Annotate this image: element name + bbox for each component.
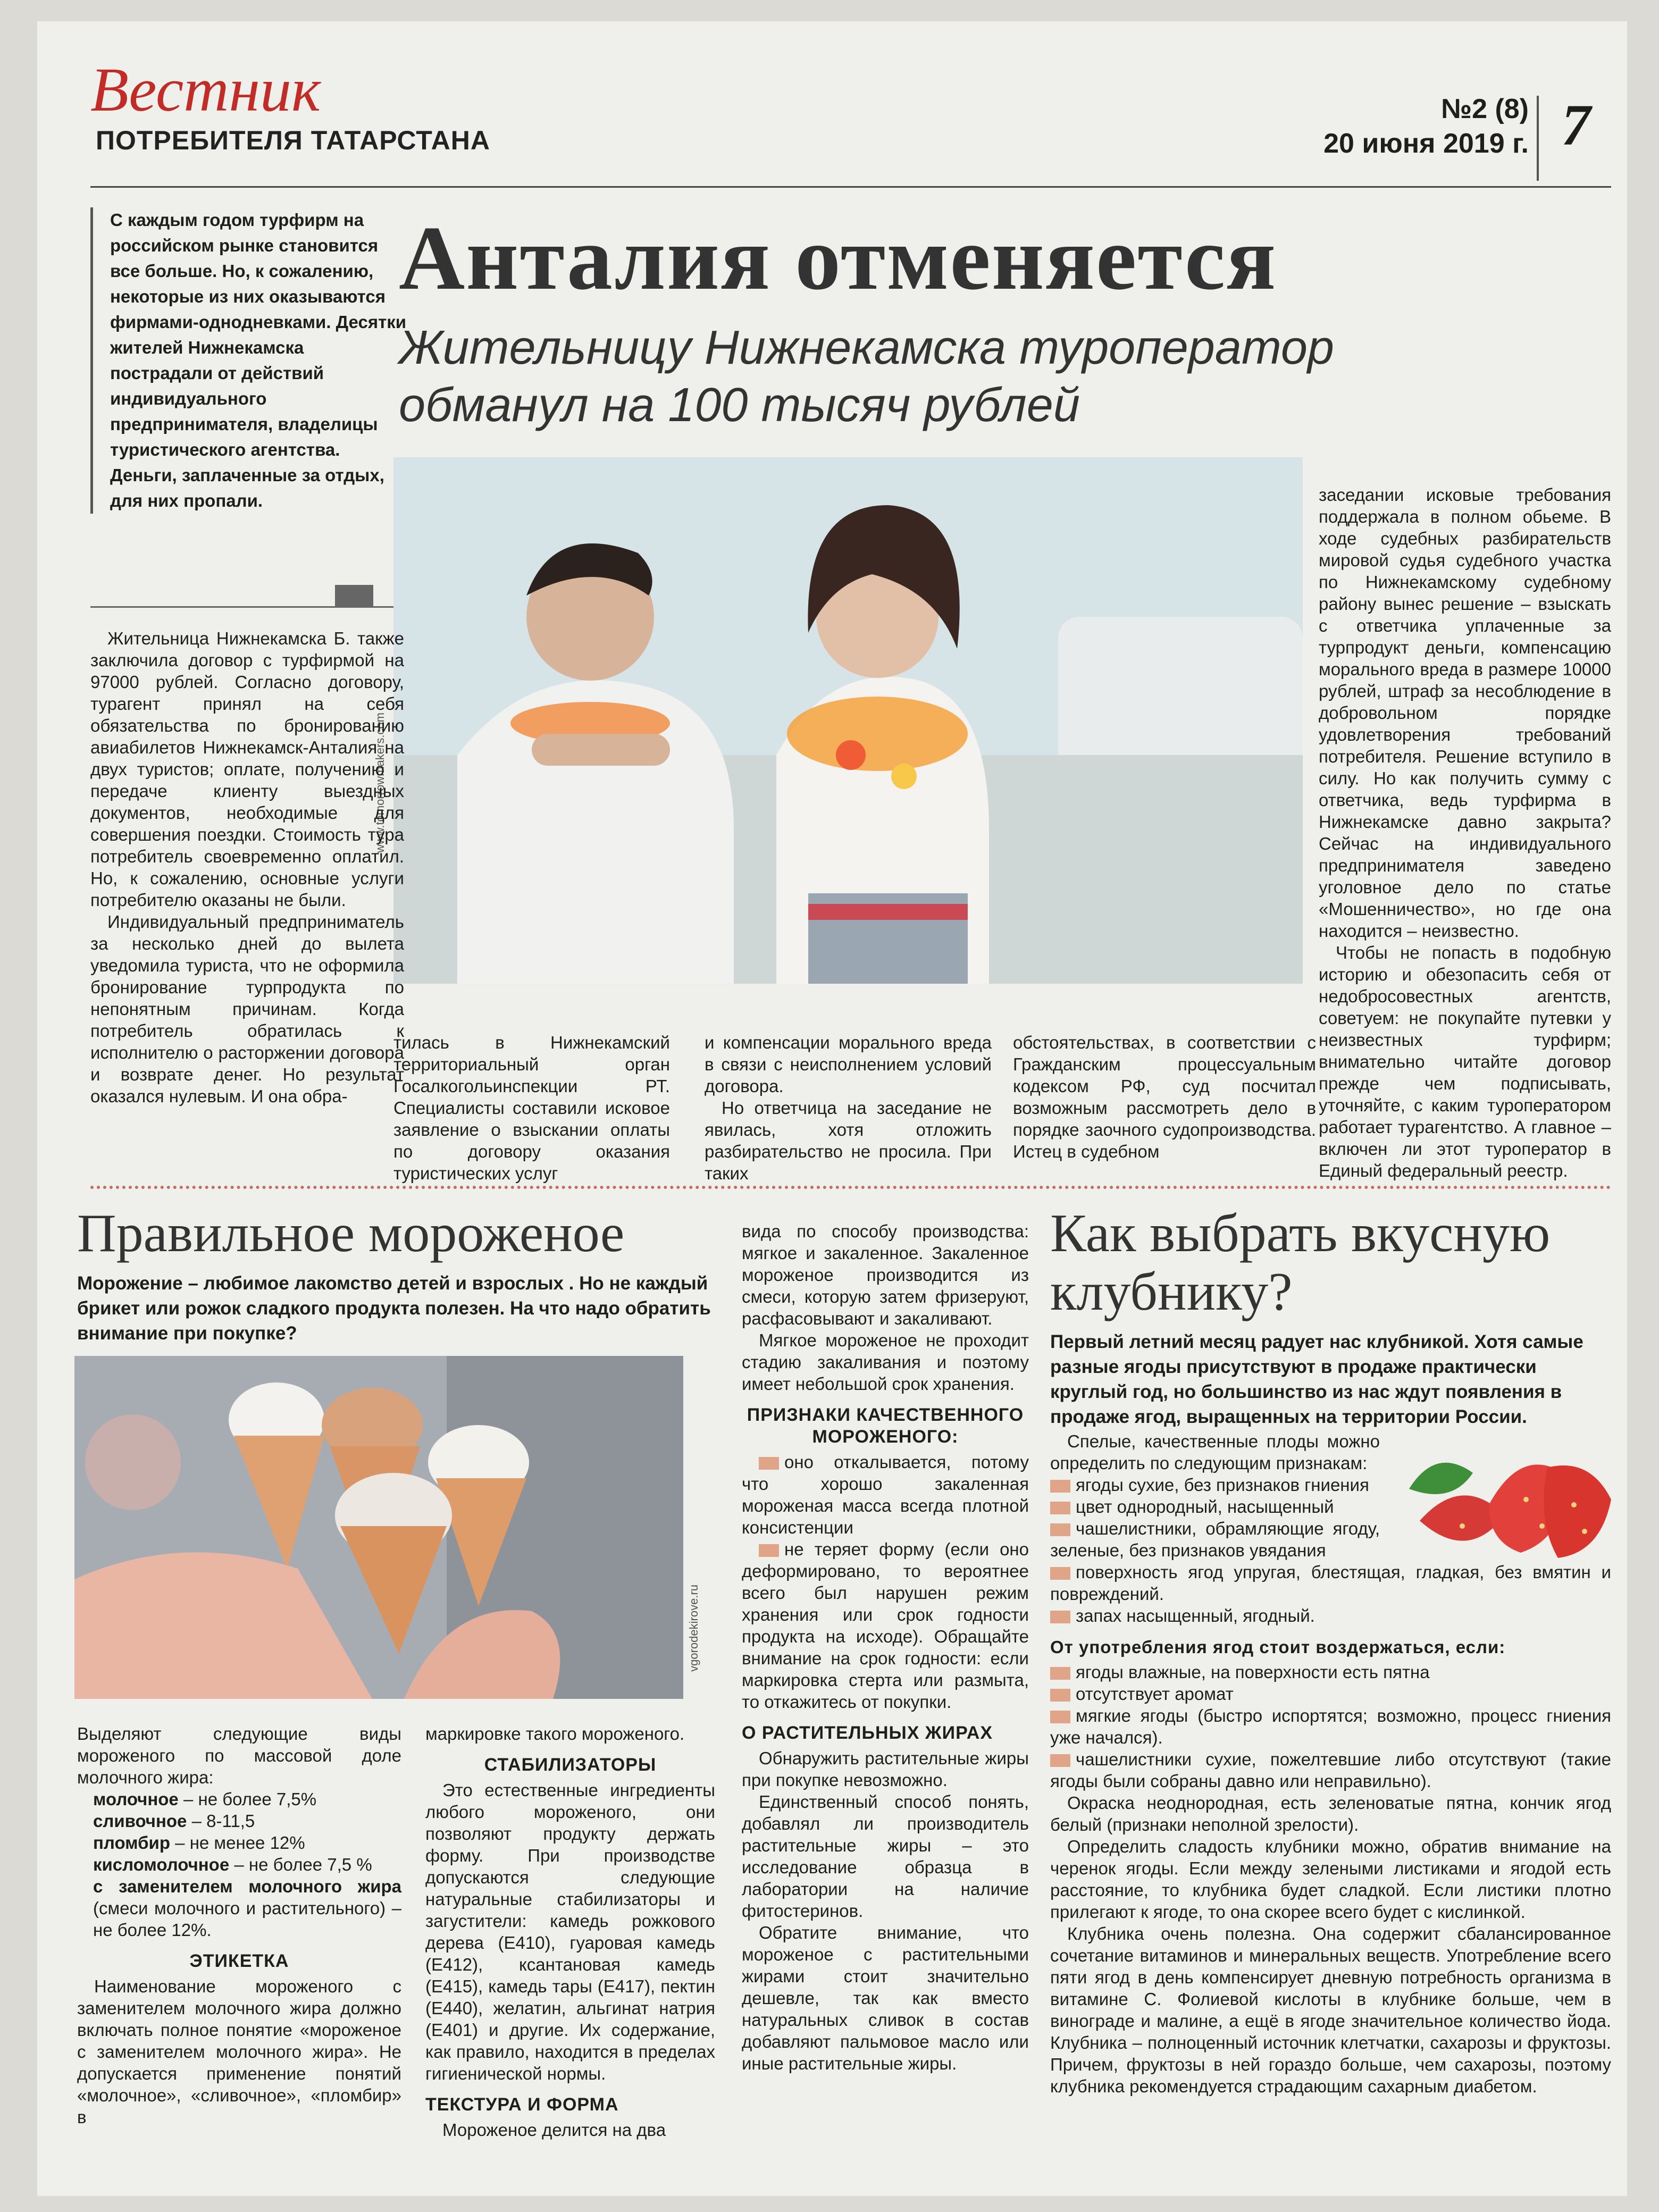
paragraph: Выделяют следующие виды мороженого по массовой доле молочного жира: <box>77 1724 401 1787</box>
paragraph: маркировке такого мороженого. <box>425 1724 685 1744</box>
stabilizers-subhead: СТАБИЛИЗАТОРЫ <box>484 1755 657 1775</box>
section-divider <box>90 1186 1611 1189</box>
ice-cream-cones-image <box>74 1356 683 1699</box>
paragraph: Индивидуальный предприниматель за несколько дней до вылета уведомила туриста, что не оформила бронирование турпродукта по непонятным причинам. Когда потребитель обратилась к исполнителю о расторжении договора и возврате денег. Но результат оказался нулевым. И она обра- <box>90 912 404 1106</box>
issue-date: 20 июня 2019 г. <box>1323 128 1529 159</box>
photo-credit: www.tomorrowmakers.com <box>373 713 387 853</box>
list-item: молочное – не более 7,5% <box>93 1789 317 1809</box>
list-item: пломбир – не менее 12% <box>93 1833 305 1853</box>
article2-headline: Правильное мороженое <box>77 1203 625 1263</box>
article2-column-2 <box>425 1723 715 2141</box>
couple-with-suitcase-image <box>393 457 1303 984</box>
list-item: не теряет форму (если оно деформировано, то вероятнее всего был нарушен режим хранения или срок годности продукта на исходе). Обращайте внимание на срок годности: если маркировка стерта или размыта, то откажитесь от покупки. <box>742 1539 1029 1712</box>
paragraph: Мягкое мороженое не проходит стадию закаливания и поэтому имеет небольшой срок хранения. <box>742 1330 1029 1394</box>
paragraph: Клубника очень полезна. Она содержит сбалансированное сочетание витаминов и минеральных веществ. Употребление всего пяти ягод в день компенсирует дневную потребность организма в витамине С. Фолиевой кислоты в клубнике больше, чем в винограде и малине, а ещё в ягоде значительное количество йода. Клубника – полноценный источник клетчатки, сахарозы и фруктозы. Причем, фруктозы в ней гораздо больше, чем сахарозы, поэтому клубника рекомендуется страдающим сахарным диабетом. <box>1050 1924 1611 2096</box>
list-item: с заменителем молочного жира (смеси молочного и растительного) – не более 12%. <box>93 1876 401 1940</box>
paragraph: Жительница Нижнекамска Б. также заключила договор с турфирмой на 97000 рублей. Согласно договору, турагент принял на себя обязательства по бронированию авиабилетов Нижнекамск-Анталия на двух туристов; оплате, получению и передаче клиенту выездных документов, необходимые для совершения поездки. Стоимость тура потребитель своевременно оплатил. Но, к сожалению, основные услуги потребителю оказаны не были. <box>90 629 404 910</box>
article1-column-2: тилась в Нижнекамский территориальный орган Госалкогольинспекции РТ. Специалисты составили исковое заявление о взыскании оплаты по договору оказания туристических услуг <box>393 1033 670 1183</box>
masthead-title: Вестник <box>90 55 321 124</box>
list-item: чашелистники, обрамляющие ягоду, зеленые, без признаков увядания <box>1050 1519 1380 1560</box>
lead-marker <box>335 585 373 606</box>
paragraph: Обнаружить растительные жиры при покупке невозможно. <box>742 1748 1029 1790</box>
texture-subhead: ТЕКСТУРА И ФОРМА <box>425 2094 619 2115</box>
article1-column-4: обстоятельствах, в соответствии с Гражданским процессуальным кодексом РФ, суд посчитал возможным рассмотреть дело в порядке заочного судопроизводства. Истец в судебном <box>1013 1033 1316 1161</box>
paragraph: Наименование мороженого с заменителем молочного жира должно включать полное понятие «мороженое с заменителем молочного жира». Не допускается применение понятий «молочное», «сливочное», «пломбир» в <box>77 1976 401 2127</box>
avoid-subhead: От употребления ягод стоит воздержаться, если: <box>1050 1637 1506 1657</box>
list-item: ягоды сухие, без признаков гниения <box>1050 1474 1380 1496</box>
paragraph: Окраска неоднородная, есть зеленоватые пятна, кончик ягод белый (признаки неполной зрелости). <box>1050 1793 1611 1834</box>
photo-credit: vgorodekirove.ru <box>687 1585 700 1672</box>
paragraph: Чтобы не попасть в подобную историю и обезопасить себя от недобросовестных агентств, советуем: не покупайте путевки у неизвестных турфирм; внимательно читайте договор прежде чем подписывать, уточняйте, с каким туроператором работает турагентство. А главное – включен ли этот туроператор в Единый федеральный реестр. <box>1319 943 1611 1180</box>
lead-divider <box>90 606 404 608</box>
paragraph: и компенсации морального вреда в связи с неисполнением условий договора. <box>705 1033 992 1096</box>
article2-column-1 <box>77 1723 401 2128</box>
article1-headline: Анталия отменяется <box>399 208 1277 309</box>
list-item: кисломолочное – не более 7,5 % <box>93 1855 372 1874</box>
article1-column-1 <box>90 627 404 1107</box>
list-item: ягоды влажные, на поверхности есть пятна <box>1050 1661 1611 1683</box>
paragraph: заседании исковые требования поддержала в полном обьеме. В ходе судебных разбирательств мировой судья судебного участка по Нижнекамскому судебному району вынес решение – взыскать с ответчика уплаченные за турпродукт деньги, компенсацию морального вреда в размере 10000 рублей, штраф за несоблюдение в добровольном порядке удовлетворения требований потребителя. Решение вступило в силу. Но как получить сумму с ответчика, ведь турфирма в Нижнекамске давно закрыта? Сейчас на индивидуального предпринимателя заведено уголовное дело по статье «Мошенничество», но где она находится – неизвестно. <box>1319 485 1611 941</box>
paragraph: Обратите внимание, что мороженое с растительными жирами стоит значительно дешевле, так как вместо натуральных сливок в состав добавляют пальмовое масло или иные растительные жиры. <box>742 1923 1029 2073</box>
ripe-list <box>1050 1474 1611 1627</box>
header-rule <box>90 186 1611 188</box>
label-subhead: ЭТИКЕТКА <box>189 1951 289 1971</box>
avoid-list <box>1050 1661 1611 1792</box>
plant-fats-subhead: О РАСТИТЕЛЬНЫХ ЖИРАХ <box>742 1723 993 1743</box>
newspaper-page <box>37 21 1627 2196</box>
article1-subheadline: Жительницу Нижнекамска туроператор обманул на 100 тысяч рублей <box>399 321 1334 432</box>
fat-list <box>77 1788 401 1941</box>
bullet-marker <box>759 1544 779 1557</box>
article3-headline: Как выбрать вкусную клубнику? <box>1050 1203 1551 1322</box>
list-item: поверхность ягод упругая, блестящая, гладкая, без вмятин и повреждений. <box>1050 1562 1611 1604</box>
article3-lead: Первый летний месяц радует нас клубникой. Хотя самые разные ягоды присутствуют в продаже практически круглый год, но большинство из нас ждут появления в продаже ягод, выращенных на территории России. <box>1050 1331 1583 1427</box>
bullet-marker <box>759 1457 779 1470</box>
paragraph: Мороженое делится на два <box>442 2120 666 2140</box>
paragraph: Это естественные ингредиенты любого мороженого, они позволяют продукту держать форму. При производстве допускаются следующие натуральные стабилизаторы и загустители: камедь рожкового дерева (Е410), гуаровая камедь (Е412), ксантановая камедь (Е415), камедь тары (Е417), пектин (Е440), желатин, альгинат натрия (Е401) и другие. Их содержание, как правило, находится в пределах гигиенической нормы. <box>425 1780 715 2083</box>
issue-number: №2 (8) <box>1441 94 1529 124</box>
page-number: 7 <box>1537 96 1613 181</box>
list-item: сливочное – 8-11,5 <box>93 1811 255 1831</box>
paragraph: Единственный способ понять, добавлял ли производитель растительные жиры – это исследование образца в лаборатории на наличие фитостеринов. <box>742 1792 1029 1921</box>
quality-subhead: ПРИЗНАКИ КАЧЕСТВЕННОГО МОРОЖЕНОГО: <box>747 1405 1024 1447</box>
list-item: оно откалывается, потому что хорошо закаленная мороженая масса всегда плотной консистенции <box>742 1452 1029 1537</box>
article3-body <box>1050 1430 1611 2097</box>
article2-column-3 <box>742 1220 1029 2074</box>
list-item: мягкие ягоды (быстро испортятся; возможно, процесс гниения уже начался). <box>1050 1706 1611 1747</box>
article1-lead: С каждым годом турфирм на российском рынке становится все больше. Но, к сожалению, некоторые из них оказываются фирмами-однодневками. Десятки жителей Нижнекамска пострадали от действий индивидуального предпринимателя, владелицы туристического агентства. Деньги, заплаченные за отдых, для них пропали. <box>90 207 408 514</box>
paragraph: Спелые, качественные плоды можно определить по следующим признакам: <box>1050 1431 1380 1473</box>
list-item: отсутствует аромат <box>1050 1683 1611 1705</box>
article2-lead: Морожение – любимое лакомство детей и взрослых . Но не каждый брикет или рожок сладкого продукта полезен. На что надо обратить внимание при покупке? <box>77 1273 711 1344</box>
list-item: цвет однородный, насыщенный <box>1050 1496 1380 1518</box>
list-item: запах насыщенный, ягодный. <box>1050 1605 1611 1627</box>
list-item: чашелистники сухие, пожелтевшие либо отсутствуют (такие ягоды были собраны давно или неправильно). <box>1050 1749 1611 1791</box>
article1-column-3 <box>705 1032 992 1184</box>
article1-photo <box>393 457 1303 984</box>
masthead-subtitle: ПОТРЕБИТЕЛЯ ТАТАРСТАНА <box>96 125 490 155</box>
paragraph: Определить сладость клубники можно, обратив внимание на черенок ягоды. Если между зелеными листиками и ягодой есть расстояние, то клубника будет сладкой. Если листики плотно прилегают к ягоде, то она скорее всего будет с кислинкой. <box>1050 1837 1611 1922</box>
article1-column-5 <box>1319 484 1611 1182</box>
article2-photo <box>74 1356 683 1699</box>
paragraph: Но ответчица на заседание не явилась, хотя отложить разбирательство не просила. При таких <box>705 1098 992 1183</box>
paragraph: вида по способу производства: мягкое и закаленное. Закаленное мороженое производится из смеси, которую затем фризеруют, расфасовывают и закаливают. <box>742 1221 1029 1328</box>
